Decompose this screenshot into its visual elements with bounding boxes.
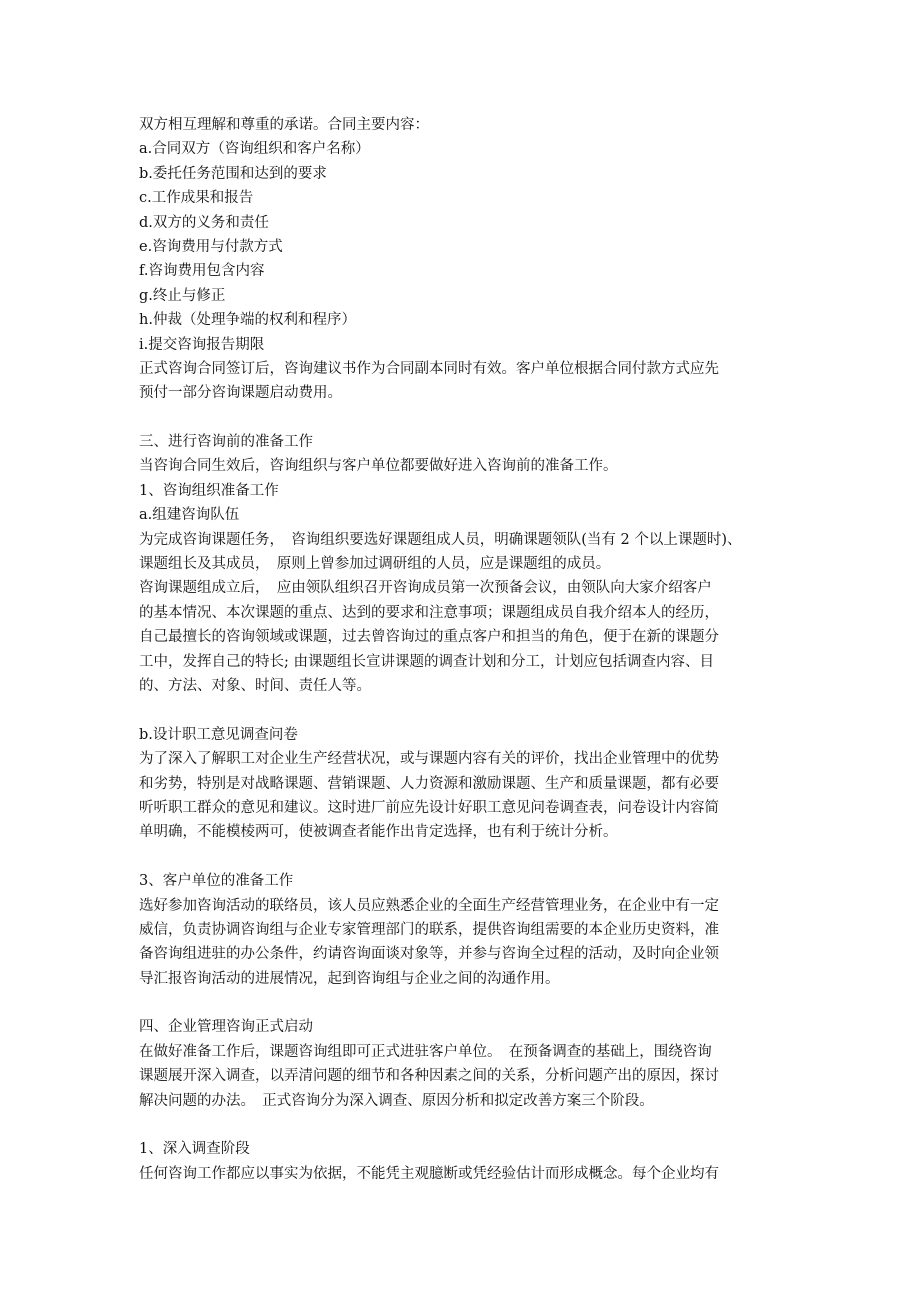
text-line: c.工作成果和报告 [139,190,254,207]
text-line: 任何咨询工作都应以事实为依据，不能凭主观臆断或凭经验估计而形成概念。每个企业均有 [139,1165,719,1182]
text-line: 为了深入了解职工对企业生产经营状况，或与课题内容有关的评价，找出企业管理中的优势 [139,751,719,768]
text-line: 自己最擅长的咨询领域或课题，过去曾咨询过的重点客户和担当的角色，便于在新的课题分 [139,629,719,646]
text-line: i.提交咨询报告期限 [139,336,265,353]
text-line: 三、进行咨询前的准备工作 [139,434,313,451]
text-line: 的、方法、对象、时间、责任人等。 [139,677,371,694]
text-line: 听听职工群众的意见和建议。这时进厂前应先设计好职工意见问卷调查表，问卷设计内容简 [139,799,719,816]
text-line: 咨询课题组成立后， 应由领队组织召开咨询成员第一次预备会议，由领队向大家介绍客户 [139,580,712,597]
text-line: 双方相互理解和尊重的承诺。合同主要内容： [139,117,429,133]
text-line: 解决问题的办法。 正式咨询分为深入调查、原因分析和拟定改善方案三个阶段。 [139,1092,654,1109]
text-line: 导汇报咨询活动的进展情况，起到咨询组与企业之间的沟通作用。 [139,970,560,987]
text-line: 预付一部分咨询课题启动费用。 [139,385,342,402]
text-line: b.委托任务范围和达到的要求 [139,165,327,182]
text-line: d.双方的义务和责任 [139,214,269,231]
text-line: e.咨询费用与付款方式 [139,238,283,255]
text-line: 课题展开深入调查，以弄清问题的细节和各种因素之间的关系，分析问题产出的原因，探讨 [139,1068,719,1085]
text-line: 正式咨询合同签订后，咨询建议书作为合同副本同时有效。客户单位根据合同付款方式应先 [139,360,719,377]
text-line: 为完成咨询课题任务， 咨询组织要选好课题组成人员，明确课题领队(当有 2 个以上课题时)、 [139,531,742,548]
text-line: 在做好准备工作后，课题咨询组即可正式进驻客户单位。 在预备调查的基础上，围绕咨询 [139,1043,712,1060]
text-line: 备咨询组进驻的办公条件，约请咨询面谈对象等，并参与咨询全过程的活动，及时向企业领 [139,946,719,963]
document-body [139,113,799,1186]
text-line: 工中，发挥自己的特长; 由课题组长宣讲课题的调查计划和分工，计划应包括调查内容、目 [139,653,714,670]
blank-line [139,991,799,1015]
blank-line [139,698,799,722]
text-line: 选好参加咨询活动的联络员，该人员应熟悉企业的全面生产经营管理业务，在企业中有一定 [139,897,719,914]
text-line: 威信，负责协调咨询组与企业专家管理部门的联系，提供咨询组需要的本企业历史资料，准 [139,921,719,938]
blank-line [139,406,799,430]
text-line: 1、咨询组织准备工作 [139,482,279,499]
blank-line [139,1113,799,1137]
text-line: 1、深入调查阶段 [139,1141,250,1158]
text-line: g.终止与修正 [139,287,226,304]
text-line: 3、客户单位的准备工作 [139,873,294,890]
text-line: a.合同双方（咨询组织和客户名称） [139,141,370,158]
text-line: 和劣势，特别是对战略课题、营销课题、人力资源和激励课题、生产和质量课题，都有必要 [139,775,719,792]
text-line: 四、企业管理咨询正式启动 [139,1019,313,1036]
text-line: f.咨询费用包含内容 [139,263,265,280]
text-line: 单明确，不能模棱两可，使被调查者能作出肯定选择，也有利于统计分析。 [139,824,618,841]
text-line: b.设计职工意见调查问卷 [139,726,298,743]
blank-line [139,845,799,869]
text-line: 课题组长及其成员， 原则上曾参加过调研组的人员，应是课题组的成员。 [139,556,611,573]
text-line: 的基本情况、本次课题的重点、达到的要求和注意事项；课题组成员自我介绍本人的经历， [139,604,719,621]
text-line: h.仲裁（处理争端的权利和程序） [139,312,356,329]
text-line: a.组建咨询队伍 [139,507,240,524]
text-line: 当咨询合同生效后，咨询组织与客户单位都要做好进入咨询前的准备工作。 [139,458,618,475]
